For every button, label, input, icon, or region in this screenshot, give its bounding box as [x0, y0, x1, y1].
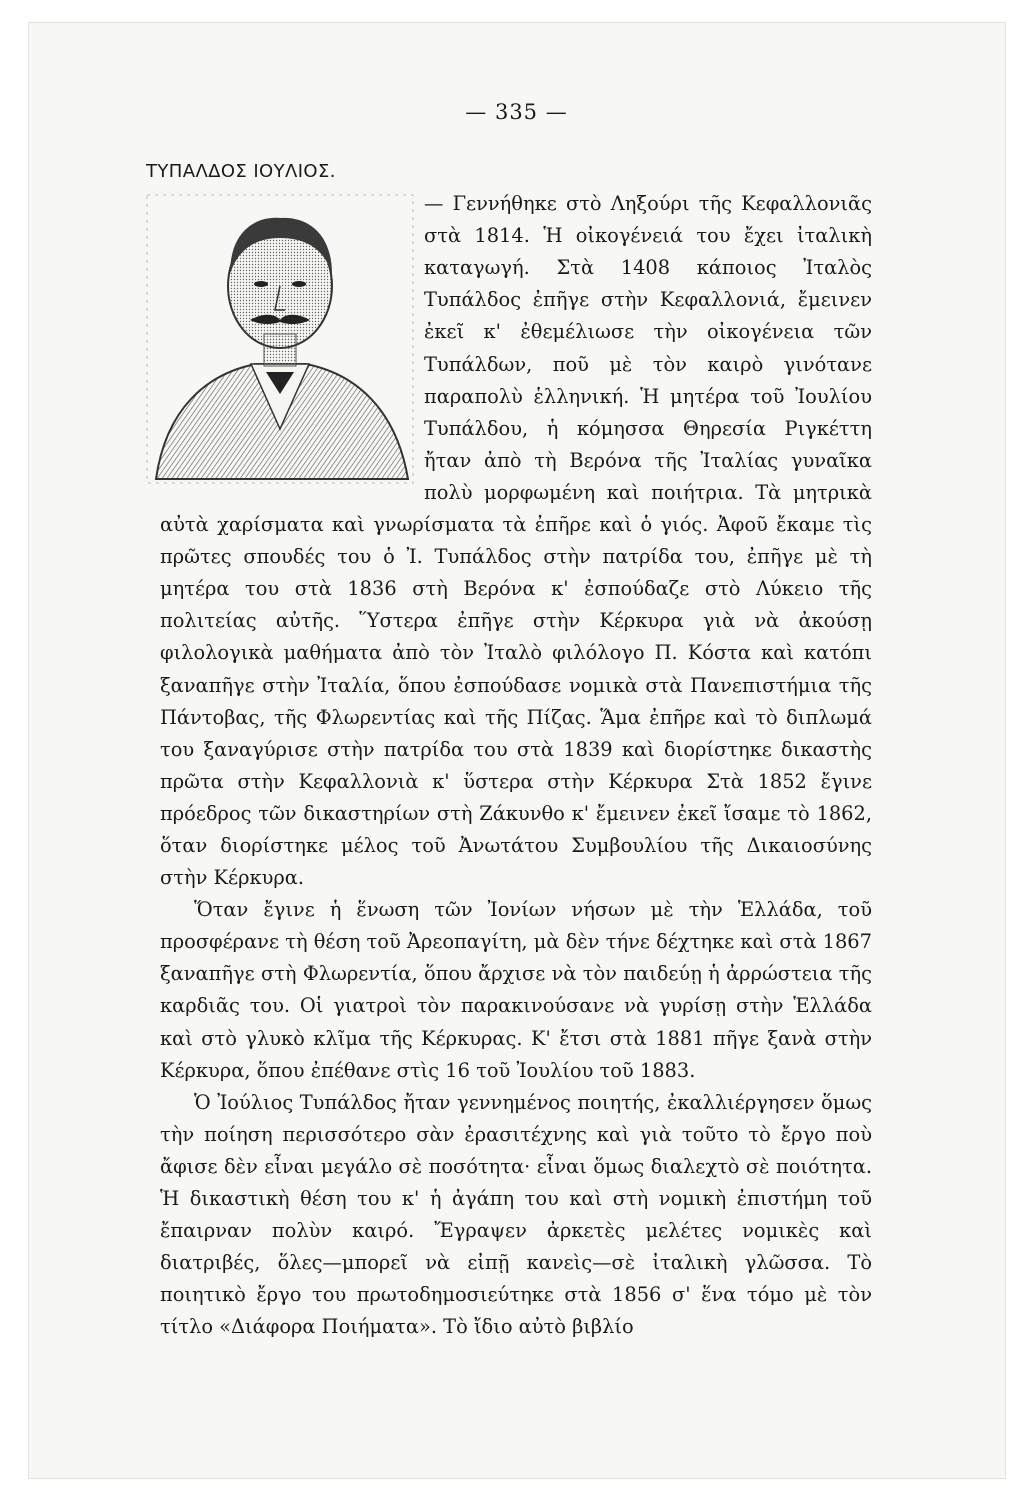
portrait-illustration [146, 194, 414, 484]
biography-entry [146, 156, 872, 1343]
paragraph-3: Ὁ Ἰούλιος Τυπάλδος ἤταν γεννημένος ποιητής, ἐκαλλιέργησεν ὅμως τὴν ποίηση περισσότερο σὰν ἐρασιτέχνης καὶ γιὰ τοῦτο τὸ ἔργο ποὺ ἄφισε δὲν εἶναι μεγάλο σὲ ποσότητα· εἶναι ὅμως διαλεχτὸ σὲ ποιότητα. Ἡ δικαστικὴ θέση του κ' ἡ ἀγάπη του καὶ στὴ νομικὴ ἐπιστήμη τοῦ ἔπαιρναν πολὺν καιρό. Ἔγραψεν ἀρκετὲς μελέτες νομικὲς καὶ διατριβές, ὅλες—μπορεῖ νὰ εἰπῇ κανεὶς—σὲ ἰταλικὴ γλῶσσα. Τὸ ποιητικὸ ἔργο του πρωτοδημοσιεύτηκε στὰ 1856 σ' ἕνα τόμο μὲ τὸν τίτλο «Διάφορα Ποιήματα». Τὸ ἴδιο αὐτὸ βιβλίο [160, 1090, 872, 1339]
paragraph-2: Ὅταν ἔγινε ἡ ἕνωση τῶν Ἰονίων νήσων μὲ τὴν Ἑλλάδα, τοῦ προσφέρανε τὴ θέση τοῦ Ἀρεοπαγίτη, μὰ δὲν τήνε δέχτηκε καὶ στὰ 1867 ξαναπῆγε στὴ Φλωρεντία, ὅπου ἄρχισε νὰ τὸν παιδεύῃ ἡ ἀρρώστεια τῆς καρδιᾶς του. Οἱ γιατροὶ τὸν παρακινούσανε νὰ γυρίσῃ στὴν Ἑλλάδα καὶ στὸ γλυκὸ κλῖμα τῆς Κέρκυρας. Κ' ἔτσι στὰ 1881 πῆγε ξανὰ στὴν Κέρκυρα, ὅπου ἐπέθανε στὶς 16 τοῦ Ἰουλίου τοῦ 1883. [160, 898, 872, 1082]
entry-heading: ΤΥΠΑΛΔΟΣ ΙΟΥΛΙΟΣ. [146, 161, 336, 182]
paragraph-1: — Γεννήθηκε στὸ Ληξούρι τῆς Κεφαλλονιᾶς στὰ 1814. Ἡ οἰκογένειά του ἔχει ἰταλικὴ καταγωγή. Στὰ 1408 κάποιος Ἰταλὸς Τυπάλδος ἐπῆγε στὴν Κεφαλλονιά, ἔμεινεν ἐκεῖ κ' ἐθεμέλιωσε τὴν οἰκογένεια τῶν Τυπάλδων, ποῦ μὲ τὸν καιρὸ γινότανε παραπολὺ ἑλληνική. Ἡ μητέρα τοῦ Ἰουλίου Τυπάλδου, ἡ κόμησσα Θηρεσία Ριγκέττη ἤταν ἀπὸ τὴ Βερόνα τῆς Ἰταλίας γυναῖκα πολὺ μορφωμένη καὶ ποιήτρια. Τὰ μητρικὰ αὐτὰ χαρίσματα καὶ γνωρίσματα τὰ ἐπῆρε καὶ ὁ γιός. Ἀφοῦ ἔκαμε τὶς πρῶτες σπουδές του ὁ Ἰ. Τυπάλδος στὴν πατρίδα του, ἐπῆγε μὲ τὴ μητέρα του στὰ 1836 στὴ Βερόνα κ' ἐσπούδαζε στὸ Λύκειο τῆς πολιτείας αὐτῆς. Ὕστερα ἐπῆγε στὴν Κέρκυρα γιὰ νὰ ἀκούσῃ φιλολογικὰ μαθήματα ἀπὸ τὸν Ἰταλὸ φιλόλογο Π. Κόστα καὶ κατόπι ξαναπῆγε στὴν Ἰταλία, ὅπου ἐσπούδασε νομικὰ στὰ Πανεπιστήμια τῆς Πάντοβας, τῆς Φλωρεντίας καὶ τῆς Πίζας. Ἅμα ἐπῆρε καὶ τὸ διπλωμά του ξαναγύρισε στὴν πατρίδα του στὰ 1839 καὶ διορίστηκε δικαστὴς πρῶτα στὴν Κεφαλλονιὰ κ' ὕστερα στὴν Κέρκυρα Στὰ 1852 ἔγινε πρόεδρος τῶν δικαστηρίων στὴ Ζάκυνθο κ' ἔμεινεν ἐκεῖ ἴσαμε τὸ 1862, ὅταν διορίστηκε μέλος τοῦ Ἀνωτάτου Συμβουλίου τῆς Δικαιοσύνης στὴν Κέρκυρα. [160, 192, 872, 890]
lead-paragraph [146, 156, 872, 894]
page-number: — 335 — [465, 100, 568, 124]
